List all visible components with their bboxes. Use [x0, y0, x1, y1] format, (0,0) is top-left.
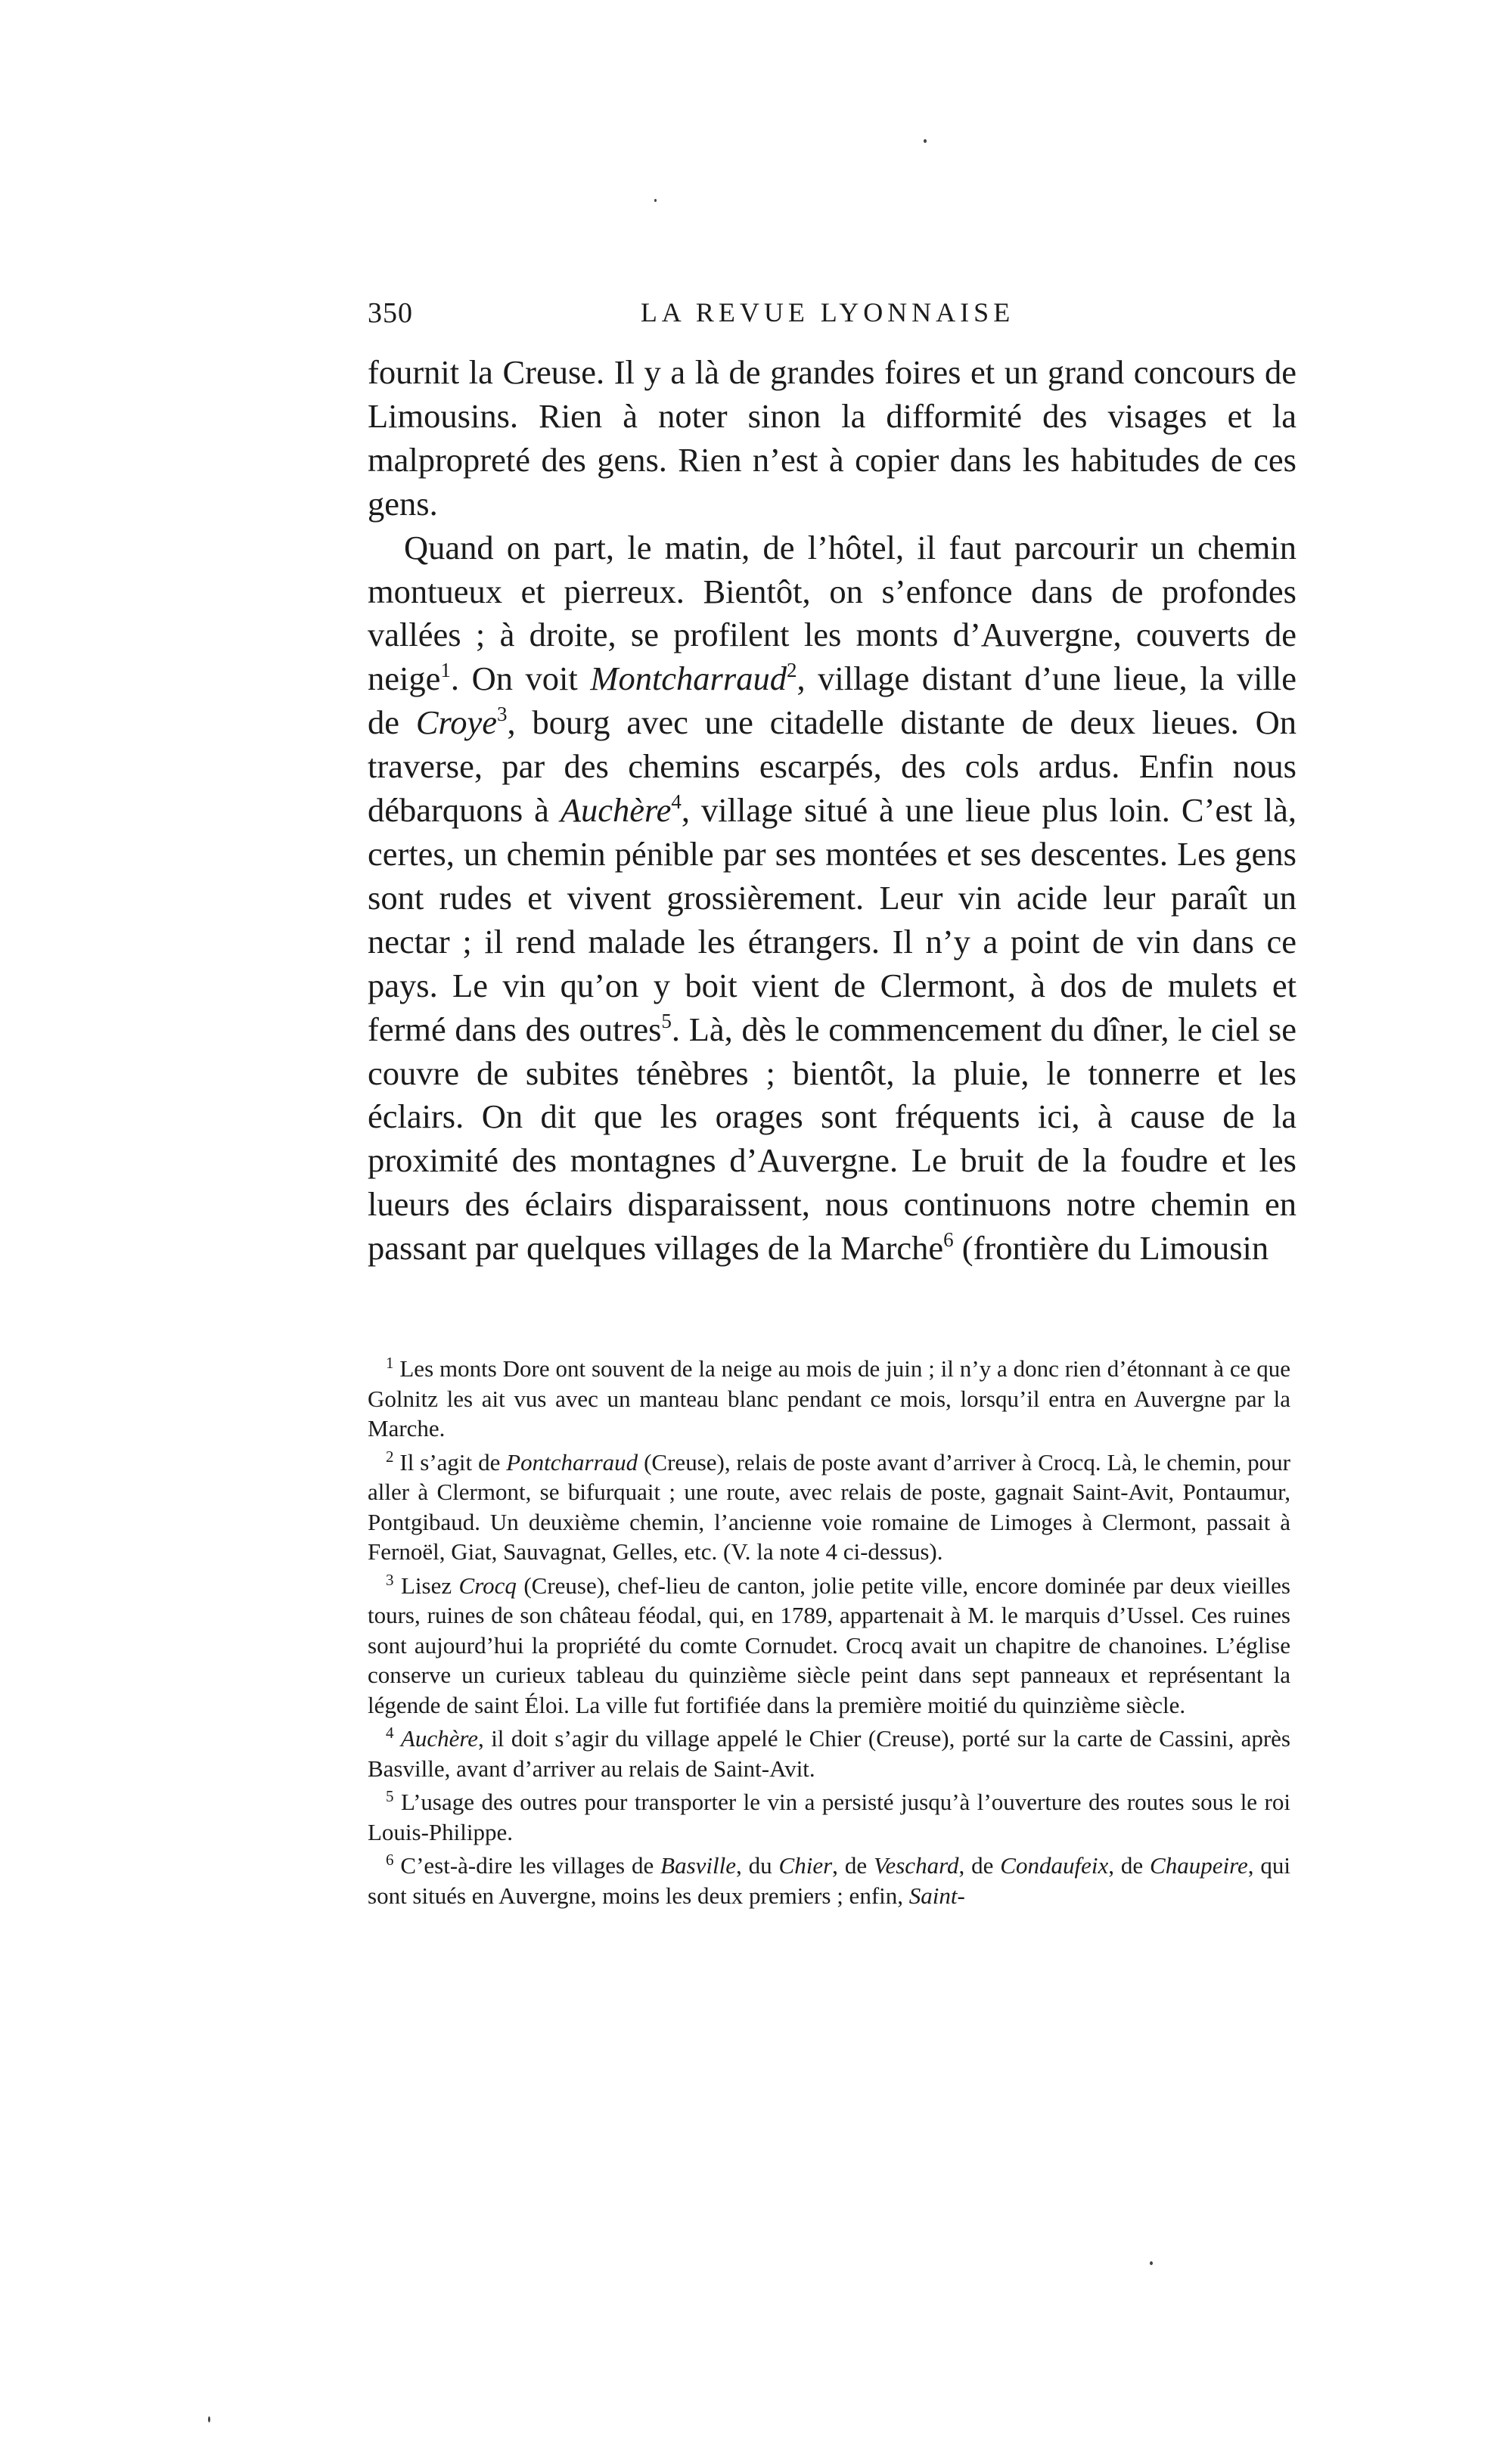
journal-title: LA REVUE LYONNAISE: [640, 297, 1015, 327]
scan-speck: [654, 199, 657, 202]
footnote-4: $^4$ Auchère, il doit s’agir du village appelé le Chier (Creuse), porté sur la carte de Cassini, après Basville, avant d’arriver au relais de Saint-Avit.: [368, 1724, 1290, 1782]
page-number: 350: [368, 297, 413, 329]
footnote-ref-3[interactable]: 3: [496, 703, 508, 726]
footnote-number: 5: [386, 1787, 394, 1805]
scan-speck: [208, 2416, 210, 2422]
footnote-3: $^3$ Lisez Crocq (Creuse), chef-lieu de canton, jolie petite ville, encore dominée par deux vieilles tours, ruines de son château féodal, qui, en 1789, appartenait à M. le marquis d’Ussel. Ces ruines sont aujourd’hui la propriété du comte Cornudet. Crocq avait un chapitre de chanoines. L’église conserve un curieux tableau du quinzième siècle peint dans sept panneaux et représentant la légende de saint Éloi. La ville fut fortifiée dans la première moitié du quinzième siècle.: [368, 1570, 1291, 1718]
main-text: [368, 351, 1296, 1271]
footnote-ref-6[interactable]: 6: [943, 1228, 954, 1252]
footnote-number: 6: [386, 1851, 394, 1869]
footnote-ref-5[interactable]: 5: [661, 1009, 672, 1032]
footnote-5: $^5$ L’usage des outres pour transporter le vin a persisté jusqu’à l’ouverture des routes sous le roi Louis-Philippe.: [368, 1787, 1290, 1845]
footnote-number: 3: [386, 1570, 394, 1589]
paragraph-1: fournit la Creuse. Il y a là de grandes foires et un grand concours de Limousins. Rien à noter sinon la difformité des visages et la malpropreté des gens. Rien n’est à copier dans les habitudes de ces gens.: [368, 353, 1296, 523]
footnote-number: 1: [386, 1354, 394, 1372]
footnote-number: 4: [386, 1724, 394, 1742]
running-head: [368, 296, 1287, 334]
paragraph-2: Quand on part, le matin, de l’hôtel, il faut parcourir un chemin montueux et pierreux. Bientôt, on s’enfonce dans de profondes vallées ; à droite, se profilent les monts d’Auvergne, couverts de neige$^1$. On voit Montcharraud$^2$, village distant d’une lieue, la ville de Croye$^3$, bourg avec une citadelle distante de deux lieues. On traverse, par des chemins escarpés, des cols ardus. Enfin nous débarquons à Auchère$^4$, village situé à une lieue plus loin. C’est là, certes, un chemin pénible par ses montées et ses descentes. Les gens sont rudes et vivent grossièrement. Leur vin acide leur paraît un nectar ; il rend malade les étrangers. Il n’y a point de vin dans ce pays. Le vin qu’on y boit vient de Clermont, à dos de mulets et fermé dans des outres$^5$. Là, dès le commencement du dîner, le ciel se couvre de subites ténèbres ; bientôt, la pluie, le tonnerre et les éclairs. On dit que les orages sont fréquents ici, à cause de la proximité des montagnes d’Auvergne. Le bruit de la foudre et les lueurs des éclairs disparaissent, nous continuons notre chemin en passant par quelques villages de la Marche$^6$ (frontière du Limousin: [368, 528, 1297, 1268]
place-name: Montcharraud: [590, 659, 787, 698]
place-name: Auchère: [560, 791, 672, 830]
footnote-ref-4[interactable]: 4: [671, 790, 682, 814]
place-name: Croye: [415, 703, 497, 742]
scan-speck: [924, 139, 927, 143]
footnote-2: $^2$ Il s’agit de Pontcharraud (Creuse), relais de poste avant d’arriver à Crocq. Là, le chemin, pour aller à Clermont, se bifurquait ; une route, avec relais de poste, gagnait Saint-Avit, Pontaumur, Pontgibaud. Un deuxième chemin, l’ancienne voie romaine de Limoges à Clermont, passait à Fernoël, Giat, Sauvagnat, Gelles, etc. (V. la note 4 ci-dessus).: [368, 1447, 1290, 1565]
footnote-ref-2[interactable]: 2: [786, 659, 797, 682]
footnote-number: 2: [386, 1447, 394, 1466]
footnotes: [368, 1354, 1290, 1914]
footnote-1: $^1$ Les monts Dore ont souvent de la neige au mois de juin ; il n’y a donc rien d’étonnant à ce que Golnitz les ait vus avec un manteau blanc pendant ce mois, lorsqu’il entra en Auvergne par la Marche.: [368, 1354, 1291, 1441]
footnote-ref-1[interactable]: 1: [440, 659, 451, 682]
scan-speck: [1150, 2261, 1153, 2265]
footnote-6: $^6$ C’est-à-dire les villages de Basville, du Chier, de Veschard, de Condaufeix, de Chaupeire, qui sont situés en Auvergne, moins les deux premiers ; enfin, Saint-: [368, 1851, 1291, 1909]
